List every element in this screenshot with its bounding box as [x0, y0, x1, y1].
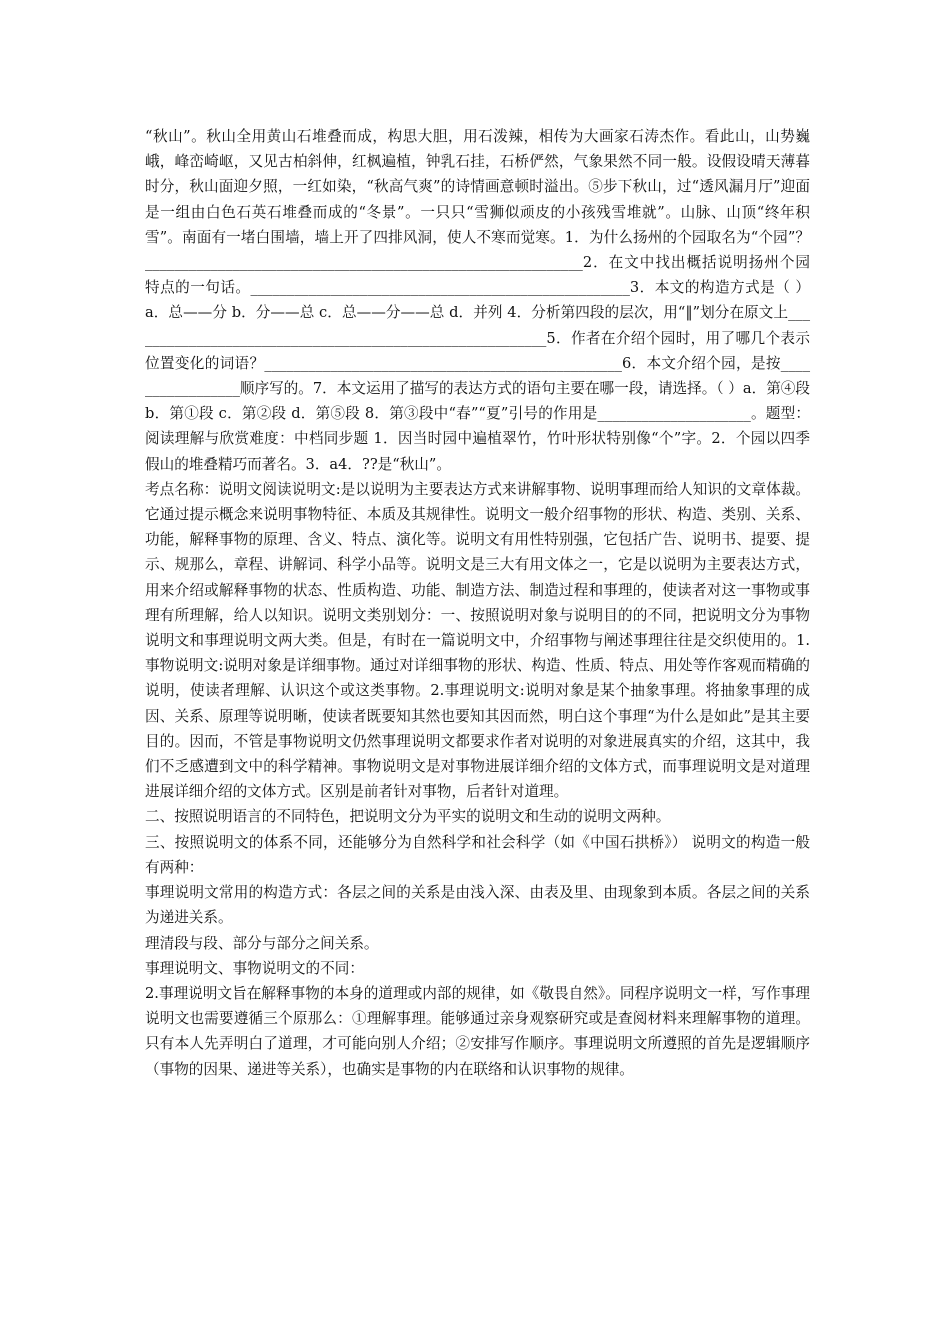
- paragraph-language-types: 二、按照说明语言的不同特色，把说明文分为平实的说明文和生动的说明文两种。: [145, 808, 671, 826]
- document-body: [145, 124, 810, 1082]
- paragraph-system-types: 三、按照说明文的体系不同，还能够分为自然科学和社会科学（如《中国石拱桥》） 说明文的构造一般有两种：: [145, 833, 810, 876]
- paragraph-explanation: 考点名称：说明文阅读说明文:是以说明为主要表达方式来讲解事物、说明事理而给人知识的文章体裁。它通过提示概念来说明事物特征、本质及其规律性。说明文一般介绍事物的形状、构造、类别、关系、功能，解释事物的原理、含义、特点、演化等。说明文有用性特别强，它包括广告、说明书、提要、提示、规那么，章程、讲解词、科学小品等。说明文是三大有用文体之一，它是以说明为主要表达方式，用来介绍或解释事物的状态、性质构造、功能、制造方法、制造过程和事理的，使读者对这一事物或事理有所理解，给人以知识。说明文类别划分：一、按照说明对象与说明目的的不同，把说明文分为事物说明文和事理说明文两大类。但是，有时在一篇说明文中，介绍事物与阐述事理往往是交织使用的。1.事物说明文:说明对象是详细事物。通过对详细事物的形状、构造、性质、特点、用处等作客观而精确的说明，使读者理解、认识这个或这类事物。2.事理说明文:说明对象是某个抽象事理。将抽象事理的成因、关系、原理等说明晰，使读者既要知其然也要知其因而然，明白这个事理“为什么是如此”是其主要目的。因而，不管是事物说明文仍然事理说明文都要求作者对说明的对象进展真实的介绍，这其中，我们不乏感遭到文中的科学精神。事物说明文是对事物进展详细介绍的文体方式，而事理说明文是对道理进展详细介绍的文体方式。区别是前者针对事物，后者针对道理。: [145, 480, 810, 801]
- paragraph-structure: 事理说明文常用的构造方式：各层之间的关系是由浅入深、由表及里、由现象到本质。各层之间的关系为递进关系。: [145, 884, 810, 927]
- paragraph-principles: 2.事理说明文旨在解释事物的本身的道理或内部的规律，如《敬畏自然》。同程序说明文一样，写作事理说明文也需要遵循三个原那么：①理解事理。能够通过亲身观察研究或是查阅材料来理解事物的道理。只有本人先弄明白了道理，才可能向别人介绍；②安排写作顺序。事理说明文所遵照的首先是逻辑顺序（事物的因果、递进等关系），也确实是事物的内在联络和认识事物的规律。: [145, 984, 810, 1078]
- paragraph-differences: 事理说明文、事物说明文的不同：: [145, 959, 364, 977]
- paragraph-relations: 理清段与段、部分与部分之间关系。: [145, 934, 379, 952]
- paragraph-passage-and-questions: “秋山”。秋山全用黄山石堆叠而成，构思大胆，用石泼辣，相传为大画家石涛杰作。看此山，山势巍峨，峰峦崎岖，又见古柏斜伸，红枫遍植，钟乳石挂，石桥俨然，气象果然不同一般。设假设晴天薄暮时分，秋山面迎夕照，一红如染，“秋高气爽”的诗情画意顿时溢出。⑤步下秋山，过“透风漏月厅”迎面是一组由白色石英石堆叠而成的“冬景”。一只只“雪狮似顽皮的小孩残雪堆就”。山脉、山顶“终年积雪”。南面有一堵白围墙，墙上开了四排风洞，使人不寒而觉寒。1．为什么扬州的个园取名为“个园”？____________________________________________________________2．在文中找出概括说明扬州个园特点的一句话。____________________________________________________3．本文的构造方式是（ ）a．总——分 b．分——总 c．总——分——总 d．并列 4．分析第四段的层次，用“‖”划分在原文上__________________________________________________________5．作者在介绍个园时，用了哪几个表示位置变化的词语？_________________________________________________6．本文介绍个园，是按_________________顺序写的。7．本文运用了描写的表达方式的语句主要在哪一段，请选择。（ ）a．第④段 b．第①段 c．第②段 d．第⑤段 8．第③段中“春”“夏”引号的作用是_____________________。题型：阅读理解与欣赏难度：中档同步题 1．因当时园中遍植翠竹，竹叶形状特别像“个”字。2．个园以四季假山的堆叠精巧而著名。3．a4．??是“秋山”。: [145, 128, 810, 473]
